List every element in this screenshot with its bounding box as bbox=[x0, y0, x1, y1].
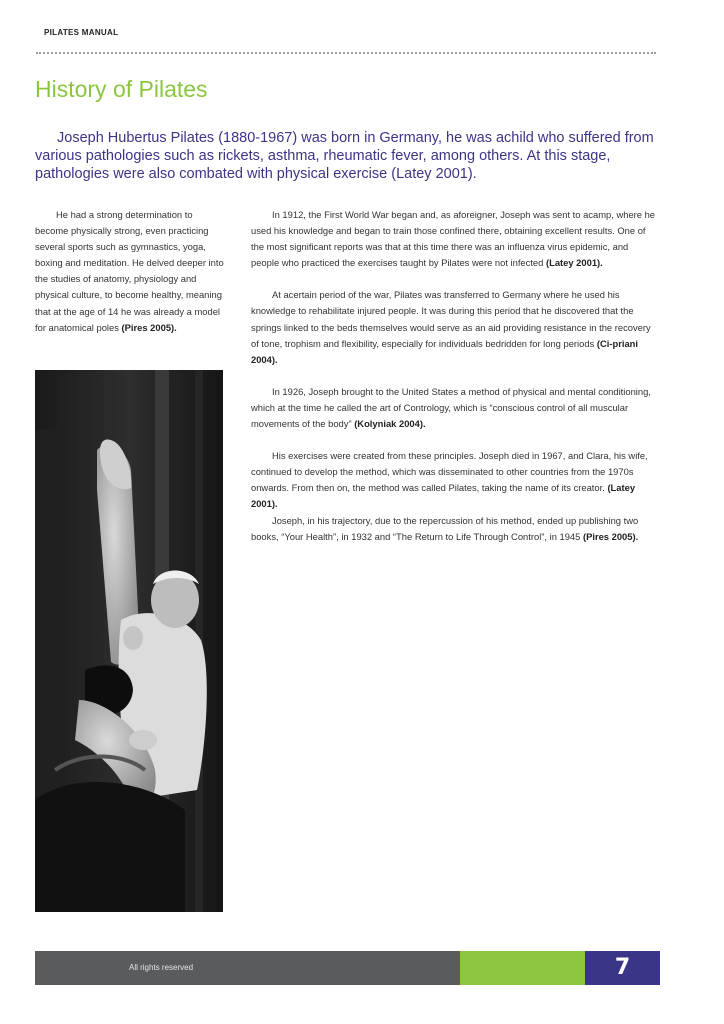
right-column bbox=[251, 207, 659, 561]
citation: (Latey 2001). bbox=[545, 257, 603, 269]
page-number: 7 bbox=[585, 951, 660, 985]
apparatus bbox=[35, 782, 185, 912]
paragraph-text: Joseph, in his trajectory, due to the repercussion of his method, ended up publishing two books, “Your Health”, in 1932 and “The Return to Life Through Control”, in 1945 bbox=[251, 514, 639, 542]
right-paragraph-2 bbox=[251, 287, 659, 367]
intro-paragraph: Joseph Hubertus Pilates (1880-1967) was born in Germany, he was achild who suffered from various pathologies such as rickets, asthma, rheumatic fever, among others. At this stage, pathologies were also combated with physical exercise (Latey 2001). bbox=[35, 130, 654, 182]
paragraph-text: He had a strong determination to become physically strong, even practicing several sports such as gymnastics, yoga, boxing and meditation. He delved deeper into the studies of anatomy, physiology and physical culture, to become healthy, meaning that at the age of 14 he was already a model for anatomical poles bbox=[35, 209, 224, 333]
citation: (Pires 2005). bbox=[121, 321, 177, 333]
historic-photo bbox=[35, 370, 223, 912]
copyright-text: All rights reserved bbox=[129, 963, 194, 972]
footer-bar bbox=[35, 951, 460, 985]
right-paragraph-1 bbox=[251, 207, 659, 271]
page-title: History of Pilates bbox=[35, 76, 208, 102]
citation: (Kolyniak 2004). bbox=[354, 418, 426, 430]
right-paragraph-3 bbox=[251, 384, 659, 432]
running-header: PILATES MANUAL bbox=[44, 28, 119, 37]
right-paragraph-5 bbox=[251, 513, 659, 545]
right-paragraph-4 bbox=[251, 448, 659, 512]
paragraph-text: In 1926, Joseph brought to the United States a method of physical and mental conditioning, which at the time he called the art of Contrology, which is “conscious control of all muscular movements of the body” bbox=[251, 385, 651, 430]
left-column bbox=[35, 207, 225, 336]
paragraph-text: In 1912, the First World War began and, as aforeigner, Joseph was sent to acamp, where he used his knowledge and began to train those confined there, obtaining excellent results. One of the most significant reports was that at this time there was an influenza virus epidemic, and people who practiced the exercises taught by Pilates were not infected bbox=[251, 209, 656, 269]
citation: (Ci-priani 2004). bbox=[251, 337, 639, 365]
paragraph-text: At acertain period of the war, Pilates was transferred to Germany where he used his knowledge to rehabilitate injured people. It was during this period that he discovered that the springs linked to the beds themselves would serve as an aid providing resistance in the recovery of tone, trophism and flexibility, especially for individuals bedridden for long periods bbox=[251, 289, 651, 349]
paragraph-text: His exercises were created from these principles. Joseph died in 1967, and Clara, his wife, continued to develop the method, which was disseminated to other countries from the 1970s onwards. From then on, the method was called Pilates, taking the name of its creator. bbox=[251, 450, 648, 494]
citation: (Pires 2005). bbox=[582, 530, 639, 542]
header-divider bbox=[36, 52, 656, 54]
footer-accent bbox=[460, 951, 585, 985]
left-paragraph bbox=[35, 207, 225, 336]
citation: (Latey 2001). bbox=[251, 482, 636, 510]
